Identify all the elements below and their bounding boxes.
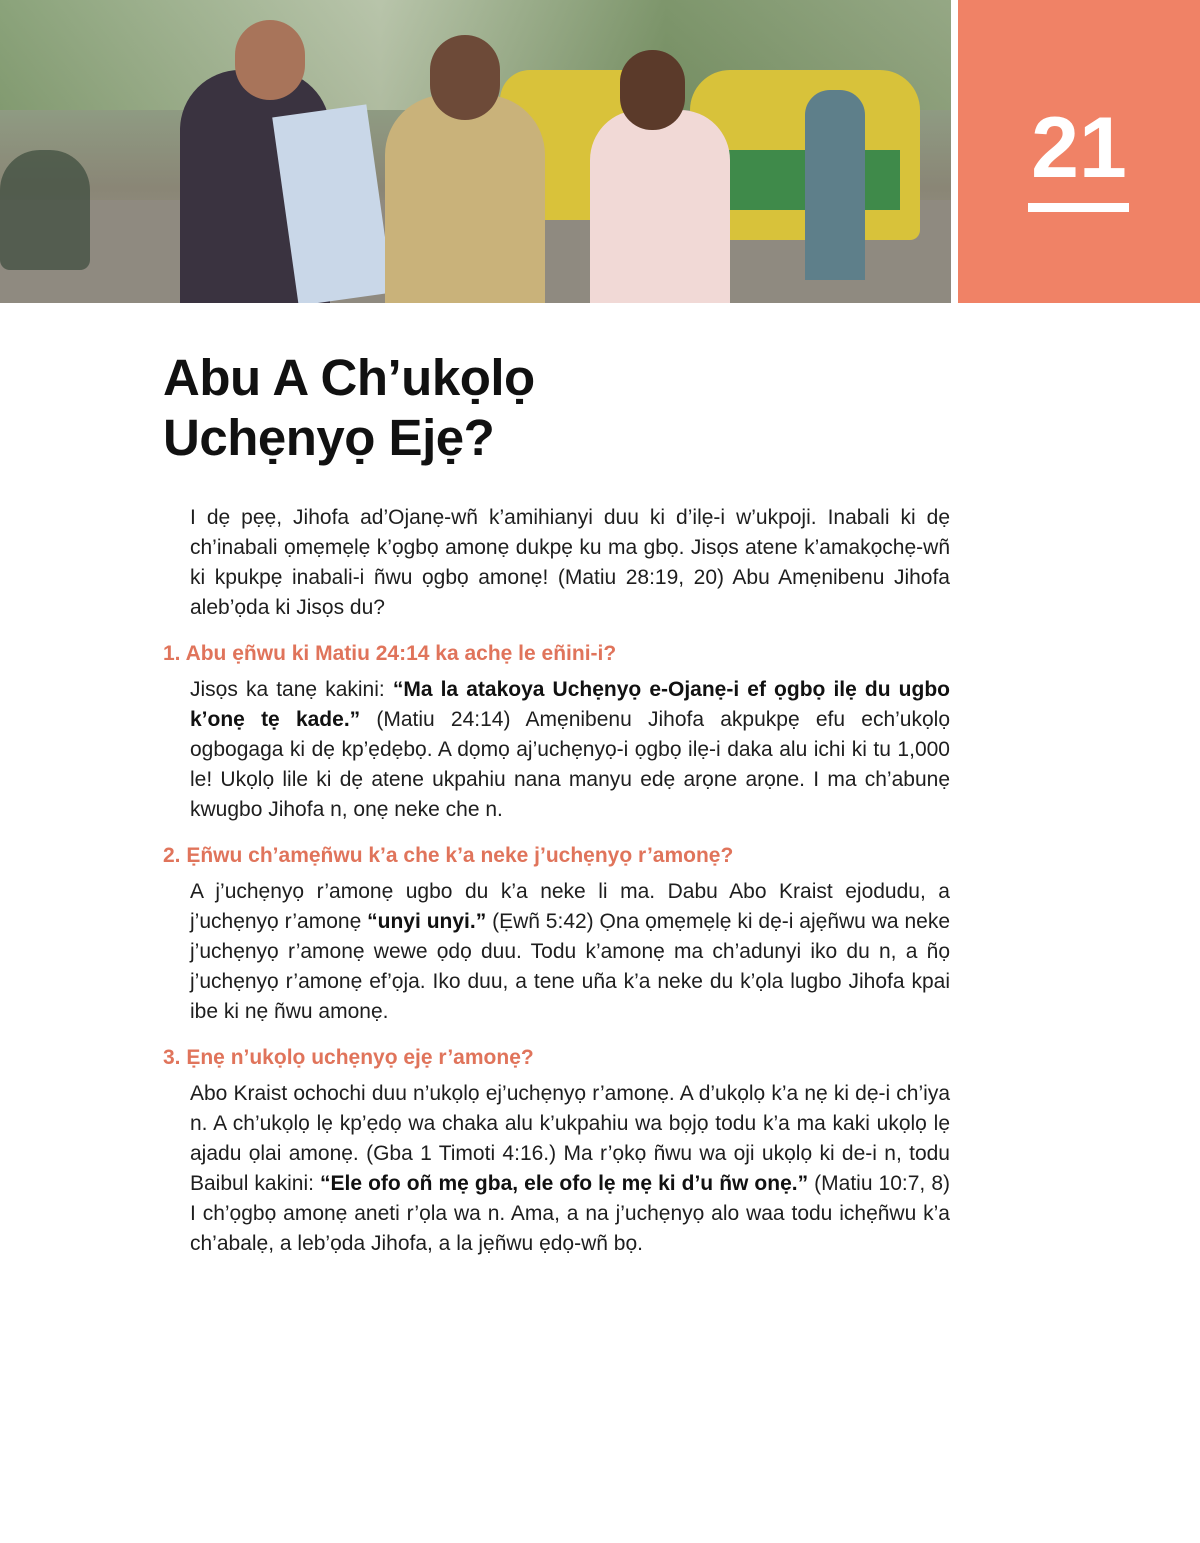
hero-photo-street-preaching — [0, 0, 951, 303]
bible-quote: “unyi unyi.” — [367, 910, 487, 933]
text: A j’uchẹnyọ r’amonẹ ugbo du k’a neke li ma. Dabu Abo Kraist ejodudu, a j’uchẹnyọ r’amonẹ — [190, 880, 950, 933]
intro-paragraph: I dẹ pẹẹ, Jihofa ad’Ojanẹ-wñ k’amihianyi duu ki d’ilẹ-i w’ukpoji. Inabali ki dẹ ch’inabali ọmẹmẹlẹ k’ọgbọ amonẹ dukpẹ ku ma gbọ. Jisọs atene k’amakọchẹ-wñ ki kpukpẹ inabali-i ñwu ọgbọ amonẹ! (Matiu 28:19, 20) Abu Amẹnibenu Jihofa aleb’ọda ki Jisọs du? — [190, 506, 950, 619]
text: (Ẹwñ 5:42) Ọna ọmẹmẹlẹ ki dẹ-i ajẹñwu wa neke j’uchẹnyọ r’amonẹ wewe ọdọ duu. Todu k’amonẹ ma ch’adunyi iko du n, a ñọ j’uchẹnyọ r’amonẹ ef’ọja. Iko duu, a tene uña k’a neke du k’ọla lugbo Jihofa kpai ibe ki nẹ ñwu amonẹ. — [190, 910, 950, 1023]
chapter-badge — [958, 0, 1200, 303]
text: (Matiu 24:14) Amẹnibenu Jihofa akpukpẹ efu ech’ukọlọ ogbogaga ki dẹ kp’ẹdẹbọ. A dọmọ aj’uchẹnyọ-i ọgbọ ilẹ-i daka alu ichi ki tu 1,000 le! Ukọlọ lile ki dẹ atene ukpahiu nana manyu edẹ arọne arọne. I ma ch’abunẹ kwugbo Jihofa n, onẹ neke che n. — [190, 708, 950, 821]
text: Abo Kraist ochochi duu n’ukọlọ ej’uchẹnyọ r’amonẹ. A d’ukọlọ k’a nẹ ki dẹ-i ch’iya n. A ch’ukọlọ lẹ kp’ẹdọ wa chaka alu k’ukpahiu wa bọjọ todu k’a ma kaki ukọlọ lẹ ajadu ọlai amonẹ. (Gba 1 Timoti 4:16.) Ma r’ọkọ ñwu wa oji ukọlọ ki de-i n, todu Baibul kakini: — [190, 1082, 950, 1195]
bible-quote: “Ele ofo oñ mẹ gba, ele ofo lẹ mẹ ki d’u ñw onẹ.” — [320, 1172, 809, 1195]
section-paragraph-2 — [190, 877, 950, 1027]
section-paragraph-3 — [190, 1079, 950, 1259]
section-heading-2: 2. Ẹñwu ch’amẹñwu k’a che k’a neke j’uchẹnyọ r’amonẹ? — [163, 844, 734, 867]
text: Jisọs ka tanẹ kakini: — [190, 678, 393, 701]
chapter-number: 21 — [1031, 100, 1127, 196]
bible-quote: “Ma la atakoya Uchẹnyọ e-Ojanẹ-i ef ọgbọ ilẹ du ugbo k’onẹ tẹ kade.” — [190, 678, 950, 731]
lesson-body — [163, 503, 950, 1259]
section-heading-3: 3. Ẹnẹ n’ukọlọ uchẹnyọ ejẹ r’amonẹ? — [163, 1046, 534, 1069]
chapter-underline — [1028, 203, 1129, 212]
section-paragraph-1 — [190, 675, 950, 825]
title-line-2: Uchẹnyọ Ejẹ? — [163, 409, 495, 466]
title-line-1: Abu A Ch’ukọlọ — [163, 349, 535, 406]
page-title — [163, 348, 663, 468]
text: (Matiu 10:7, 8) I ch’ọgbọ amonẹ aneti r’ọla wa n. Ama, a na j’uchẹnyọ alo waa todu ichẹñwu k’a ch’abalẹ, a leb’ọda Jihofa, a la jẹñwu ẹdọ-wñ bọ. — [190, 1172, 950, 1255]
section-heading-1: 1. Abu ẹñwu ki Matiu 24:14 ka achẹ le eñini-i? — [163, 642, 617, 665]
